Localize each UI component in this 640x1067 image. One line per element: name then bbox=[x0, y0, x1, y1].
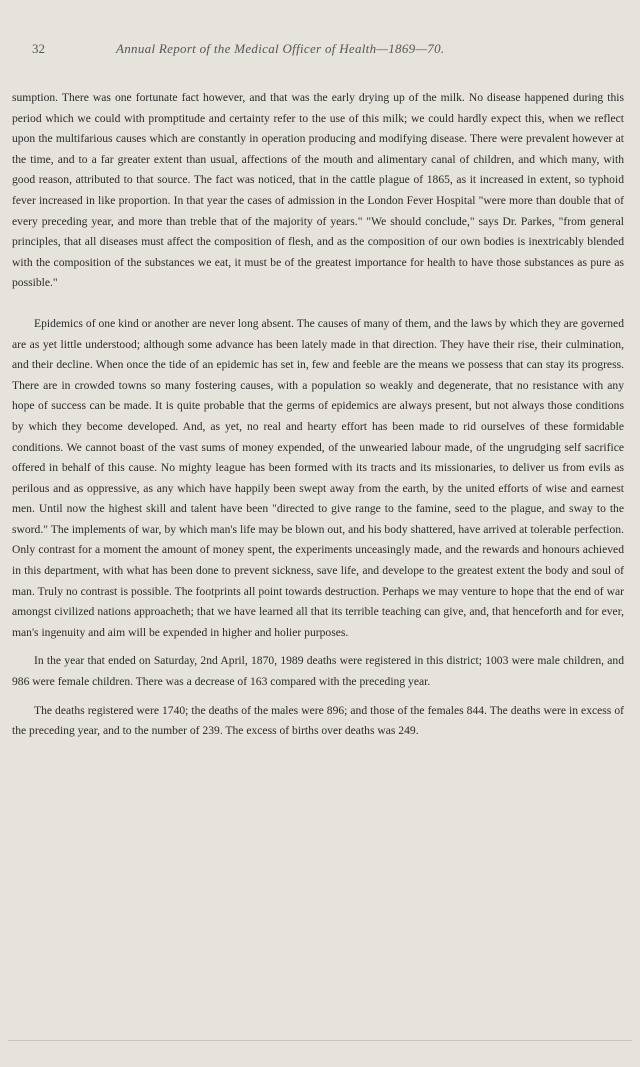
paragraph-deaths-by-sex: The deaths registered were 1740; the deaths of the males were 896; and those of the females 844. The deaths were in excess of the preceding year, and to the number of 239. The excess of births over deaths was 249. bbox=[12, 703, 624, 738]
paragraph-milk-supply: sumption. There was one fortunate fact however, and that was the early drying up of the milk. No disease happened during this period which we could with promptitude and certainty refer to the use of this milk; we could hardly expect this, when we reflect upon the multifarious causes which are constantly in operation producing and modifying disease. There were prevalent however at the time, and to a far greater extent than usual, affections of the mouth and alimentary canal of children, and which many, with good reason, attributed to that source. The fact was noticed, that in the cattle plague of 1865, as it increased in extent, so typhoid fever increased in like proportion. In that year the cases of admission in the London Fever Hospital "were more than double that of every preceding year, and more than treble that of the majority of years." "We should conclude," says Dr. Parkes, "from general principles, that all diseases must affect the composition of flesh, and as the composition of our own bodies is inextricably blended with the composition of the substances we eat, it must be of the greatest importance for health to have those substances as pure as possible." bbox=[12, 91, 624, 290]
running-title: Annual Report of the Medical Officer of Health—1869—70. bbox=[116, 41, 445, 56]
paragraph-deaths-registered: In the year that ended on Saturday, 2nd April, 1870, 1989 deaths were registered in this district; 1003 were male children, and 986 were female children. There was a decrease of 163 compared with the preceding year. bbox=[12, 654, 624, 689]
page-number: 32 bbox=[32, 41, 45, 56]
bottom-rule bbox=[8, 1040, 632, 1041]
body-text bbox=[12, 88, 624, 742]
paragraph-epidemics: Epidemics of one kind or another are never long absent. The causes of many of them, and the laws by which they are governed are as yet little understood; although some advance has been lately made in that direction. They have their rise, their culmination, and their decline. When once the tide of an epidemic has set in, few and feeble are the means we possess that can stay its progress. There are in crowded towns so many fostering causes, with a population so weakly and degenerate, that no resistance with any hope of success can be made. It is quite probable that the germs of epidemics are always present, but not always those conditions by which they become developed. And, as yet, no real and hearty effort has been made to rid ourselves of these formidable conditions. We cannot boast of the vast sums of money expended, of the unwearied labour made, of the ungrudging self sacrifice offered in behalf of this cause. No mighty league has been formed with its tracts and its missionaries, to deliver us from evils as perilous and as oppressive, as any which have happily been swept away from the earth, by the united efforts of wise and earnest men. Until now the highest skill and talent have been "directed to give range to the famine, seed to the plague, and sway to the sword." The implements of war, by which man's life may be blown out, and his body shattered, have arrived at tolerable perfection. Only contrast for a moment the amount of money spent, the experiments unceasingly made, and the rewards and honours achieved in this department, with what has been done to prevent sickness, save life, and develope to the greatest extent the body and soul of man. Truly no contrast is possible. The footprints all point towards destruction. Perhaps we may venture to hope that the end of war amongst civilized nations approacheth; that we have learned all that its terrible teaching can give, and, that henceforth and for ever, man's ingenuity and aim will be expended in higher and holier purposes. bbox=[12, 316, 624, 639]
page-header bbox=[32, 41, 622, 63]
